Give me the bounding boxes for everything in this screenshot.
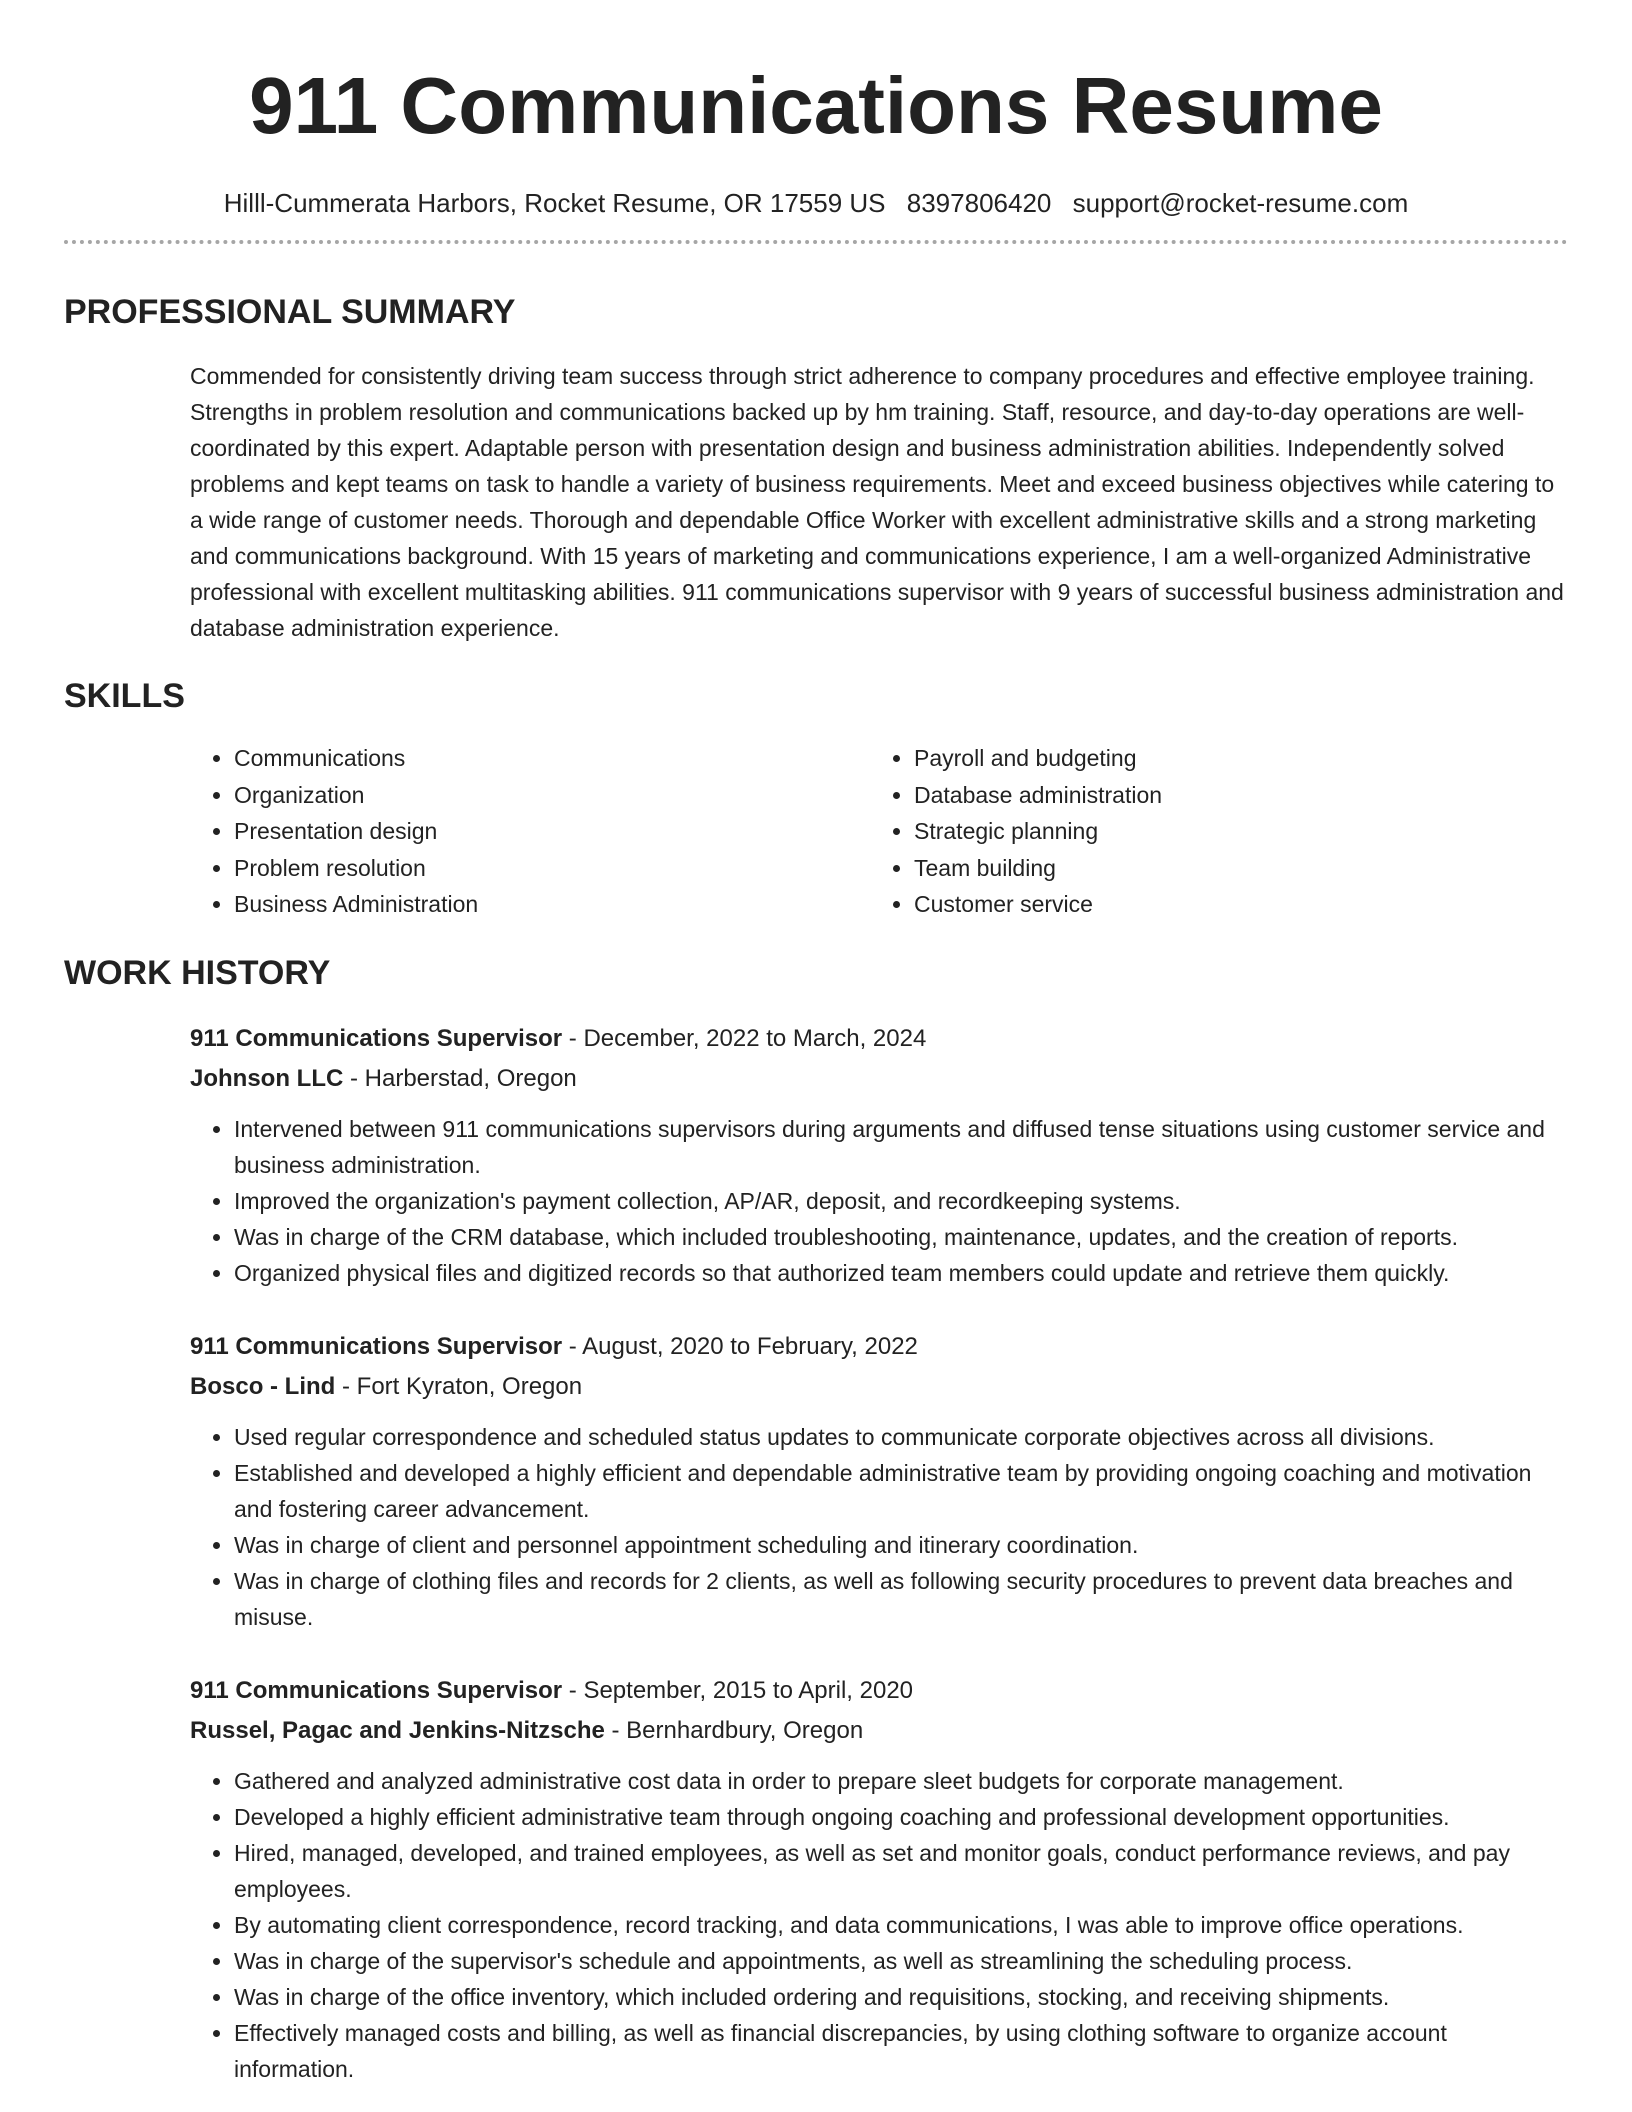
job-bullet: • Intervened between 911 communications supervisors during arguments and diffused tense situations using customer service and business administration. <box>234 1111 1568 1183</box>
job-bullet: • Was in charge of the CRM database, which included troubleshooting, maintenance, updates, and the creation of reports. <box>234 1219 1568 1255</box>
job-location: - Bernhardbury, Oregon <box>604 1716 864 1744</box>
skill-item: • Business Administration <box>234 886 870 923</box>
resume-page <box>64 0 1568 2087</box>
skill-item: • Team building <box>914 850 1550 887</box>
job-title-line <box>190 1327 1568 1367</box>
skills-grid <box>190 740 1568 923</box>
job-dates: - December, 2022 to March, 2024 <box>562 1024 927 1052</box>
job-bullets <box>190 1763 1568 2087</box>
job-location: - Harberstad, Oregon <box>343 1064 577 1092</box>
job-bullet: • Was in charge of client and personnel appointment scheduling and itinerary coordination. <box>234 1527 1568 1563</box>
header-divider <box>64 240 1568 244</box>
job-bullets <box>190 1419 1568 1635</box>
job-company: Russel, Pagac and Jenkins-Nitzsche <box>190 1716 605 1744</box>
job-bullet: • Used regular correspondence and scheduled status updates to communicate corporate objectives across all divisions. <box>234 1419 1568 1455</box>
job-bullet: • Effectively managed costs and billing, as well as financial discrepancies, by using clothing software to organize account information. <box>234 2015 1568 2087</box>
job-bullet: • Improved the organization's payment collection, AP/AR, deposit, and recordkeeping systems. <box>234 1183 1568 1219</box>
job-location: - Fort Kyraton, Oregon <box>335 1372 583 1400</box>
page-title: 911 Communications Resume <box>249 61 1383 150</box>
job-company-line <box>190 1367 1568 1407</box>
skills-column-right <box>870 740 1550 923</box>
job-entry <box>190 1019 1568 1291</box>
job-company-line <box>190 1711 1568 1751</box>
skills-heading: SKILLS <box>64 677 185 715</box>
skill-item: • Database administration <box>914 777 1550 814</box>
skill-item: • Problem resolution <box>234 850 870 887</box>
job-company-line <box>190 1059 1568 1099</box>
job-title: 911 Communications Supervisor <box>190 1676 563 1704</box>
job-company: Bosco - Lind <box>190 1372 336 1400</box>
job-bullet: • Was in charge of clothing files and records for 2 clients, as well as following security procedures to prevent data breaches and misuse. <box>234 1563 1568 1635</box>
skill-item: • Communications <box>234 740 870 777</box>
contact-phone: 8397806420 <box>906 188 1052 218</box>
job-title: 911 Communications Supervisor <box>190 1024 563 1052</box>
job-bullet: • Established and developed a highly efficient and dependable administrative team by providing ongoing coaching and motivation and fostering career advancement. <box>234 1455 1568 1527</box>
job-entry <box>190 1671 1568 2087</box>
job-title-line <box>190 1671 1568 1711</box>
work-history-heading: WORK HISTORY <box>64 953 331 992</box>
contact-email: support@rocket-resume.com <box>1072 188 1409 218</box>
skill-item: • Presentation design <box>234 813 870 850</box>
contact-line <box>64 186 1568 220</box>
job-bullet: • Gathered and analyzed administrative cost data in order to prepare sleet budgets for corporate management. <box>234 1763 1568 1799</box>
job-company: Johnson LLC <box>190 1064 344 1092</box>
job-entry <box>190 1327 1568 1635</box>
job-title-line <box>190 1019 1568 1059</box>
skill-item: • Strategic planning <box>914 813 1550 850</box>
summary-heading: PROFESSIONAL SUMMARY <box>64 293 516 331</box>
contact-address: Hilll-Cummerata Harbors, Rocket Resume, OR 17559 US <box>223 188 886 218</box>
job-bullet: • Organized physical files and digitized records so that authorized team members could update and retrieve them quickly. <box>234 1255 1568 1291</box>
job-bullet: • Was in charge of the supervisor's schedule and appointments, as well as streamlining the scheduling process. <box>234 1943 1568 1979</box>
skill-item: • Customer service <box>914 886 1550 923</box>
job-bullet: • Developed a highly efficient administrative team through ongoing coaching and professional development opportunities. <box>234 1799 1568 1835</box>
job-dates: - August, 2020 to February, 2022 <box>562 1332 918 1360</box>
job-dates: - September, 2015 to April, 2020 <box>562 1676 914 1704</box>
job-bullet: • Hired, managed, developed, and trained employees, as well as set and monitor goals, conduct performance reviews, and pay employees. <box>234 1835 1568 1907</box>
skill-item: • Payroll and budgeting <box>914 740 1550 777</box>
job-bullet: • By automating client correspondence, record tracking, and data communications, I was able to improve office operations. <box>234 1907 1568 1943</box>
skills-column-left <box>190 740 870 923</box>
job-bullets <box>190 1111 1568 1291</box>
summary-text: Commended for consistently driving team success through strict adherence to company procedures and effective employee training. Strengths in problem resolution and communications backed up by hm training. Staff, resource, and day-to-day operations are well-coordinated by this expert. Adaptable person with presentation design and business administration abilities. Independently solved problems and kept teams on task to handle a variety of business requirements. Meet and exceed business objectives while catering to a wide range of customer needs. Thorough and dependable Office Worker with excellent administrative skills and a strong marketing and communications background. With 15 years of marketing and communications experience, I am a well-organized Administrative professional with excellent multitasking abilities. 911 communications supervisor with 9 years of successful business administration and database administration experience. <box>190 363 1564 641</box>
skill-item: • Organization <box>234 777 870 814</box>
job-bullet: • Was in charge of the office inventory, which included ordering and requisitions, stocking, and receiving shipments. <box>234 1979 1568 2015</box>
job-title: 911 Communications Supervisor <box>190 1332 563 1360</box>
